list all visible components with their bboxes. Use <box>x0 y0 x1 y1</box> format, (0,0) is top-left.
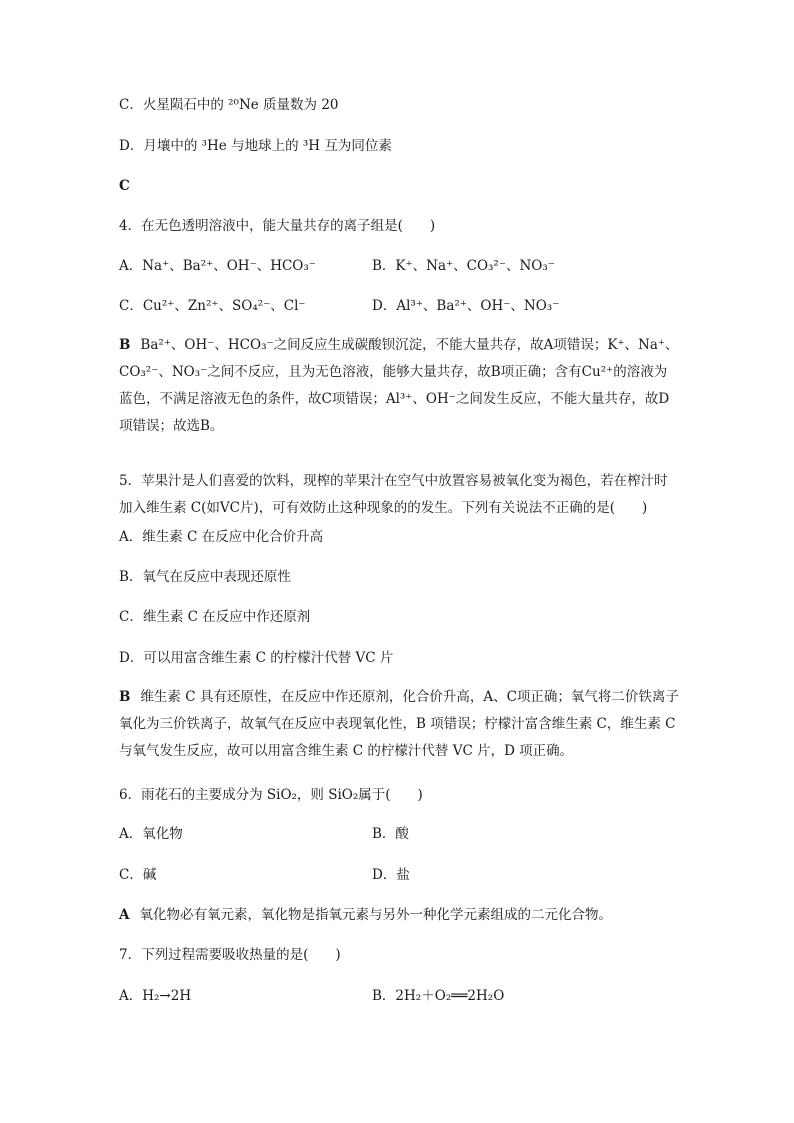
q5-option-c: C．维生素 C 在反应中作还原剂 <box>119 609 311 625</box>
q6-answer: A <box>119 907 130 923</box>
q4-explanation: Ba²⁺、OH⁻、HCO₃⁻之间反应生成碳酸钡沉淀，不能大量共存，故A项错误；K⁺、Na⁺、CO₃²⁻、NO₃⁻之间不反应，且为无色溶液，能够大量共存，故B项正确；含有Cu²⁺的溶液为蓝色，不满足溶液无色的条件，故C项错误；Al³⁺、OH⁻之间发生反应，不能大量共存，故D项错误；故选B。 <box>119 337 679 434</box>
q4-option-b: B．K⁺、Na⁺、CO₃²⁻、NO₃⁻ <box>372 258 555 274</box>
q7-stem: 7．下列过程需要吸收热量的是( ) <box>119 947 341 963</box>
q4-options-row-1 <box>119 256 316 276</box>
q6-option-a: A．氧化物 <box>119 826 183 842</box>
q6-explanation: 氧化物必有氧元素，氧化物是指氧元素与另外一种化学元素组成的二元化合物。 <box>139 907 612 923</box>
q6-option-b: B．酸 <box>372 826 409 842</box>
q4-explanation-block <box>119 332 679 440</box>
q6-option-d: D．盐 <box>372 867 410 883</box>
q4-option-d: D．Al³⁺、Ba²⁺、OH⁻、NO₃⁻ <box>372 298 560 314</box>
q7-option-a: A．H₂→2H <box>119 988 192 1004</box>
q5-option-a: A．维生素 C 在反应中化合价升高 <box>119 529 324 545</box>
q5-explanation: 维生素 C 具有还原性，在反应中作还原剂，化合价升高，A、C项正确；氧气将二价铁离子氧化为三价铁离子，故氧气在反应中表现氧化性，B 项错误；柠檬汁富含维生素 C，维生素 C 与氧气发生反应，故可以用富含维生素 C 的柠檬汁代替 VC 片，D 项正确。 <box>119 689 679 759</box>
q7-option-b: B．2H₂＋O₂══2H₂O <box>372 988 505 1004</box>
q5-option-b: B．氧气在反应中表现还原性 <box>119 569 291 585</box>
q4-option-c: C．Cu²⁺、Zn²⁺、SO₄²⁻、Cl⁻ <box>119 298 306 314</box>
q5-explanation-block <box>119 684 679 765</box>
q4-option-a: A．Na⁺、Ba²⁺、OH⁻、HCO₃⁻ <box>119 258 316 274</box>
q5-answer: B <box>119 689 131 705</box>
q3-option-d: D．月壤中的 ³He 与地球上的 ³H 互为同位素 <box>119 138 392 154</box>
q6-option-c: C．碱 <box>119 867 157 883</box>
q6-explanation-line <box>119 905 612 925</box>
q6-stem: 6．雨花石的主要成分为 SiO₂，则 SiO₂属于( ) <box>119 787 423 803</box>
q5-option-d: D．可以用富含维生素 C 的柠檬汁代替 VC 片 <box>119 650 394 666</box>
q5-stem-block <box>119 468 679 522</box>
q5-stem: 5．苹果汁是人们喜爱的饮料，现榨的苹果汁在空气中放置容易被氧化变为褐色，若在榨汁时加入维生素 C(如VC片)，可有效防止这种现象的的发生。下列有关说法不正确的是( ) <box>119 473 668 516</box>
q4-answer: B <box>119 337 131 353</box>
q3-answer: C <box>119 178 130 194</box>
q4-stem: 4．在无色透明溶液中，能大量共存的离子组是( ) <box>119 218 436 234</box>
q3-option-c: C．火星陨石中的 ²⁰Ne 质量数为 20 <box>119 97 339 113</box>
